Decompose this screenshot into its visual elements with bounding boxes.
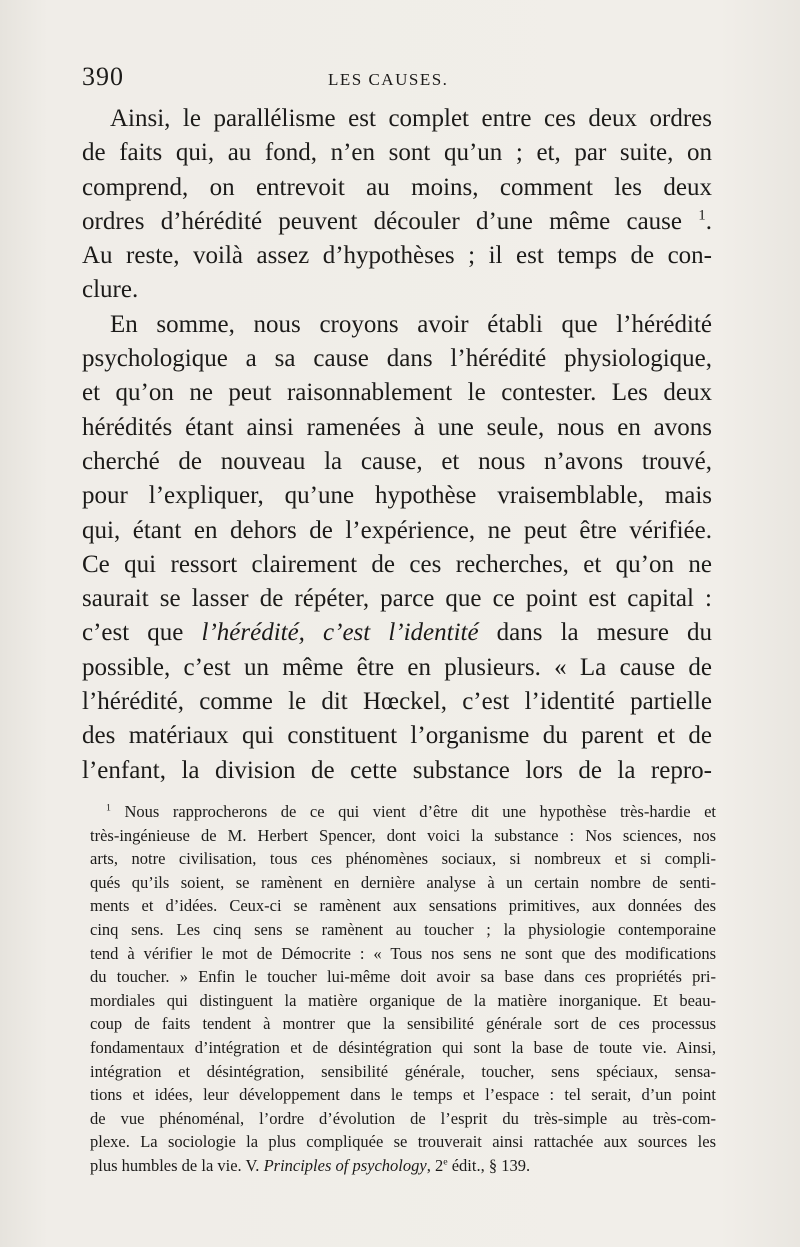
- text-line-content: ordres d’hérédité peuvent découler d’une même cause: [82, 207, 682, 235]
- text-line: clure.: [82, 276, 139, 304]
- text-line: hérédités étant ainsi ramenées à une seule, nous en avons: [82, 413, 712, 441]
- text-line: l’hérédité, comme le dit Hœckel, c’est l’identité partielle: [82, 688, 712, 716]
- text-line: de faits qui, au fond, n’en sont qu’un ; et, par suite, on: [82, 139, 712, 167]
- running-head: LES CAUSES.: [328, 70, 449, 89]
- footnote-line: [90, 800, 716, 824]
- main-text: [82, 102, 712, 788]
- footnote-reference: 1: [698, 207, 706, 224]
- page-number: 390: [82, 62, 124, 91]
- text-line: Au reste, voilà assez d’hypothèses ; il est temps de con-: [82, 242, 712, 270]
- text-line: possible, c’est un même être en plusieurs. « La cause de: [82, 653, 712, 681]
- text-line: Ce qui ressort clairement de ces recherches, et qu’on ne: [82, 550, 712, 578]
- text-punctuation: .: [705, 207, 712, 235]
- text-line-end: dans la mesure du: [496, 619, 713, 647]
- footnote-line: qués qu’ils soient, se ramènent en dernière analyse à un certain nombre de senti-: [90, 872, 716, 892]
- footnote-line: plexe. La sociologie la plus compliquée se trouverait ainsi rattachée aux sources les: [90, 1132, 716, 1152]
- footnote-line-content: plus humbles de la vie. V.: [90, 1155, 260, 1175]
- text-line: saurait se lasser de répéter, parce que ce point est capital :: [82, 585, 712, 613]
- text-line: [82, 205, 712, 239]
- footnote-line: fondamentaux d’intégration et de désintégration qui sont la base de toute vie. Ainsi,: [90, 1037, 716, 1057]
- text-line: des matériaux qui constituent l’organisme du parent et de: [82, 722, 712, 750]
- footnote-marker: 1: [106, 802, 111, 814]
- footnote-line: mordiales qui distinguent la matière organique de la matière inorganique. Et beau-: [90, 990, 716, 1010]
- text-line: [82, 616, 712, 650]
- footnote-line: ments et d’idées. Ceux-ci se ramènent aux sensations primitives, aux données des: [90, 896, 716, 916]
- text-line: cherché de nouveau la cause, et nous n’avons trouvé,: [82, 447, 712, 475]
- text-line: l’enfant, la division de cette substance lors de la repro-: [82, 756, 712, 784]
- text-line: En somme, nous croyons avoir établi que l’hérédité: [110, 310, 712, 338]
- text-line: et qu’on ne peut raisonnablement le contester. Les deux: [82, 379, 712, 407]
- footnote-line: très-ingénieuse de M. Herbert Spencer, dont voici la substance : Nos sciences, nos: [90, 825, 716, 845]
- edition-text: , 2: [426, 1155, 444, 1175]
- footnote-line: de vue phénoménal, l’ordre d’évolution de l’esprit du très-simple au très-com-: [90, 1108, 716, 1128]
- text-line-start: c’est que: [82, 619, 184, 647]
- text-line: Ainsi, le parallélisme est complet entre ces deux ordres: [110, 105, 712, 132]
- footnote: [90, 800, 716, 1178]
- footnote-line: tend à vérifier le mot de Démocrite : « Tous nos sens ne sont que des modifications: [90, 943, 716, 963]
- edition-text-end: édit., § 139.: [447, 1155, 531, 1175]
- footnote-line: [90, 1154, 716, 1178]
- footnote-line: cinq sens. Les cinq sens se ramènent au toucher ; la physiologie contemporaine: [90, 919, 716, 939]
- footnote-line: tions et idées, leur développement dans le temps et l’espace : tel serait, d’un point: [90, 1085, 716, 1105]
- page-header: [82, 62, 712, 102]
- edition-superscript: e: [443, 1156, 448, 1168]
- footnote-line: intégration et désintégration, sensibilité générale, toucher, sens spéciaux, sensa-: [90, 1061, 716, 1081]
- book-title: Principles of psychology: [263, 1155, 427, 1175]
- footnote-line-content: Nous rapprocherons de ce qui vient d’être dit une hypothèse très-hardie et: [124, 802, 717, 821]
- italic-phrase: l’hérédité, c’est l’identité: [201, 619, 479, 647]
- text-line: qui, étant en dehors de l’expérience, ne peut être vérifiée.: [82, 516, 712, 544]
- text-line: pour l’expliquer, qu’une hypothèse vraisemblable, mais: [82, 482, 712, 510]
- footnote-line: coup de faits tendent à montrer que la sensibilité générale sort de ces processus: [90, 1014, 716, 1034]
- footnote-line: arts, notre civilisation, tous ces phénomènes sociaux, si nombreux et si compli-: [90, 849, 716, 869]
- footnote-line: du toucher. » Enfin le toucher lui-même doit avoir sa base dans ces propriétés pri-: [90, 967, 716, 987]
- text-line: comprend, on entrevoit au moins, comment les deux: [82, 173, 712, 201]
- text-line: psychologique a sa cause dans l’hérédité physiologique,: [82, 345, 712, 373]
